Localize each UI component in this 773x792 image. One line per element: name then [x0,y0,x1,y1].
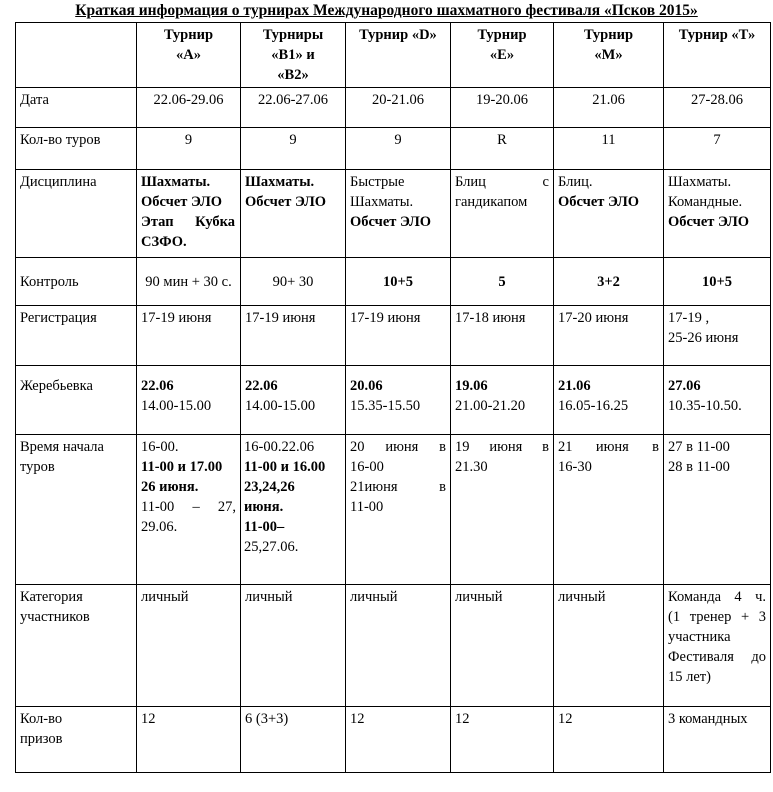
cell-registration-t: 17-19 , 25-26 июня [664,306,771,366]
cell-discipline-d: Быстрые Шахматы. Обсчет ЭЛО [346,170,451,258]
row-discipline [16,170,771,258]
header-tournament-a: Турнир «А» [137,23,241,88]
cell-date-a: 22.06-29.06 [137,88,241,128]
cell-draw-b: 22.06 14.00-15.00 [241,366,346,435]
cell-control-e: 5 [451,258,554,306]
cell-rounds-m: 11 [554,128,664,170]
row-date [16,88,771,128]
cell-draw-m: 21.06 16.05-16.25 [554,366,664,435]
cell-start-time-m: 21 июня в 16-30 [554,435,664,585]
cell-rounds-d: 9 [346,128,451,170]
cell-discipline-a: Шахматы. Обсчет ЭЛО Этап Кубка СЗФО. [137,170,241,258]
row-label-discipline: Дисциплина [16,170,137,258]
document-title: Краткая информация о турнирах Международного шахматного фестиваля «Псков 2015» [75,2,698,19]
cell-start-time-b: 16-00.22.06 11-00 и 16.00 23,24,26 июня. 11-00– 25,27.06. [241,435,346,585]
row-category [16,585,771,707]
cell-registration-d: 17-19 июня [346,306,451,366]
cell-control-b: 90+ 30 [241,258,346,306]
cell-start-time-e: 19 июня в 21.30 [451,435,554,585]
row-label-date: Дата [16,88,137,128]
cell-draw-t: 27.06 10.35-10.50. [664,366,771,435]
tournament-table [15,22,771,773]
header-tournament-e: Турнир «Е» [451,23,554,88]
header-tournament-b: Турниры «В1» и «В2» [241,23,346,88]
cell-category-e: личный [451,585,554,707]
row-label-registration: Регистрация [16,306,137,366]
cell-control-a: 90 мин + 30 с. [137,258,241,306]
cell-category-d: личный [346,585,451,707]
cell-registration-b: 17-19 июня [241,306,346,366]
corner-cell [16,23,137,88]
row-control [16,258,771,306]
cell-prizes-d: 12 [346,707,451,773]
cell-date-m: 21.06 [554,88,664,128]
cell-prizes-b: 6 (3+3) [241,707,346,773]
cell-rounds-a: 9 [137,128,241,170]
cell-start-time-a: 16-00. 11-00 и 17.00 26 июня. 11-00 – 27, 29.06. [137,435,241,585]
cell-rounds-e: R [451,128,554,170]
cell-control-m: 3+2 [554,258,664,306]
cell-registration-a: 17-19 июня [137,306,241,366]
cell-draw-a: 22.06 14.00-15.00 [137,366,241,435]
row-label-prizes: Кол-во призов [16,707,137,773]
cell-prizes-e: 12 [451,707,554,773]
cell-discipline-e: Блиц с гандикапом [451,170,554,258]
row-label-rounds: Кол-во туров [16,128,137,170]
cell-start-time-d: 20 июня в 16-00 21июня в 11-00 [346,435,451,585]
row-rounds [16,128,771,170]
row-label-control: Контроль [16,258,137,306]
header-tournament-t: Турнир «Т» [664,23,771,88]
cell-control-t: 10+5 [664,258,771,306]
cell-category-a: личный [137,585,241,707]
cell-start-time-t: 27 в 11-00 28 в 11-00 [664,435,771,585]
cell-discipline-b: Шахматы. Обсчет ЭЛО [241,170,346,258]
cell-category-b: личный [241,585,346,707]
cell-rounds-b: 9 [241,128,346,170]
row-label-draw: Жеребьевка [16,366,137,435]
row-draw [16,366,771,435]
cell-prizes-a: 12 [137,707,241,773]
cell-registration-m: 17-20 июня [554,306,664,366]
cell-rounds-t: 7 [664,128,771,170]
cell-prizes-t: 3 командных [664,707,771,773]
row-label-start-time: Время начала туров [16,435,137,585]
cell-date-d: 20-21.06 [346,88,451,128]
cell-discipline-m: Блиц. Обсчет ЭЛО [554,170,664,258]
cell-category-m: личный [554,585,664,707]
cell-registration-e: 17-18 июня [451,306,554,366]
row-registration [16,306,771,366]
cell-date-b: 22.06-27.06 [241,88,346,128]
cell-date-e: 19-20.06 [451,88,554,128]
cell-draw-d: 20.06 15.35-15.50 [346,366,451,435]
row-prizes [16,707,771,773]
cell-draw-e: 19.06 21.00-21.20 [451,366,554,435]
cell-category-t: Команда 4 ч. (1 тренер + 3 участника Фестиваля до 15 лет) [664,585,771,707]
cell-date-t: 27-28.06 [664,88,771,128]
cell-control-d: 10+5 [346,258,451,306]
cell-prizes-m: 12 [554,707,664,773]
header-tournament-m: Турнир «М» [554,23,664,88]
cell-discipline-t: Шахматы. Командные. Обсчет ЭЛО [664,170,771,258]
header-row [16,23,771,88]
row-label-category: Категория участников [16,585,137,707]
row-start-time [16,435,771,585]
header-tournament-d: Турнир «D» [346,23,451,88]
